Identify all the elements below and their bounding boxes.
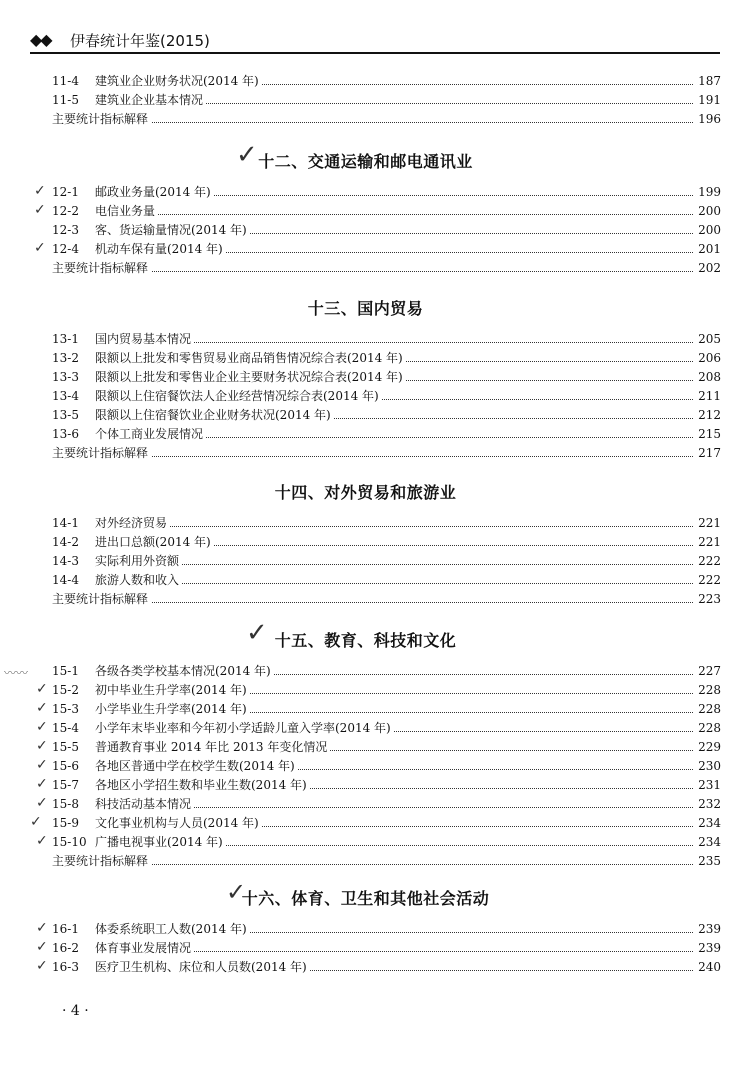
section-heading-16: 十六、体育、卫生和其他社会活动 (241, 889, 490, 908)
entry-title: 小学年末毕业率和今年初小学适龄儿童入学率(2014 年) (95, 719, 394, 738)
section-heading-13: 十三、国内贸易 (307, 299, 424, 318)
entry-number: 13-3 (52, 370, 79, 384)
toc-entry[interactable] (0, 202, 731, 221)
toc-entry-summary[interactable] (0, 110, 731, 129)
section-heading-12: 十二、交通运输和邮电通讯业 (258, 152, 473, 171)
entry-title: 限额以上住宿餐饮法人企业经营情况综合表(2014 年) (95, 387, 382, 406)
check-mark-icon: ✓ (36, 939, 48, 955)
toc-entry[interactable] (0, 814, 731, 833)
check-mark-icon: ✓ (36, 738, 48, 754)
check-mark-icon: ✓ (34, 183, 46, 199)
entry-page: 221 (693, 533, 721, 552)
check-mark-icon: ✓ (36, 776, 48, 792)
toc-entry[interactable] (0, 939, 731, 958)
entry-page: 199 (693, 183, 721, 202)
toc-entry[interactable] (0, 349, 731, 368)
toc-entry[interactable] (0, 920, 731, 939)
entry-page: 191 (693, 91, 721, 110)
entry-number: 15-4 (52, 721, 79, 735)
check-mark-icon: ✓ (30, 814, 42, 830)
entry-page: 229 (693, 738, 721, 757)
entry-page: 239 (693, 920, 721, 939)
toc-entry[interactable] (0, 240, 731, 259)
entry-number: 14-1 (52, 516, 79, 530)
entry-title: 主要统计指标解释 (52, 259, 151, 278)
entry-page: 230 (693, 757, 721, 776)
entry-number: 12-3 (52, 223, 79, 237)
entry-page: 234 (693, 814, 721, 833)
dot-leader (95, 564, 695, 565)
entry-page: 231 (693, 776, 721, 795)
entry-title: 体委系统职工人数(2014 年) (95, 920, 250, 939)
entry-page: 228 (693, 681, 721, 700)
entry-number: 13-1 (52, 332, 79, 346)
entry-number: 15-10 (52, 835, 87, 849)
entry-page: 222 (693, 552, 721, 571)
toc-entry[interactable] (0, 757, 731, 776)
toc-entry[interactable] (0, 533, 731, 552)
entry-page: 223 (693, 590, 721, 609)
entry-title: 限额以上住宿餐饮业企业财务状况(2014 年) (95, 406, 334, 425)
entry-title: 对外经济贸易 (95, 514, 170, 533)
dot-leader (95, 526, 695, 527)
check-mark-icon: ✓ (36, 757, 48, 773)
entry-title: 建筑业企业财务状况(2014 年) (95, 72, 262, 91)
toc-entry[interactable] (0, 662, 731, 681)
entry-title: 国内贸易基本情况 (95, 330, 194, 349)
entry-number: 14-4 (52, 573, 79, 587)
entry-title: 初中毕业生升学率(2014 年) (95, 681, 250, 700)
check-mark-icon: ✓ (34, 202, 46, 218)
toc-entry[interactable] (0, 406, 731, 425)
toc-entry-summary[interactable] (0, 444, 731, 463)
entry-number: 16-3 (52, 960, 79, 974)
entry-title: 电信业务量 (95, 202, 158, 221)
check-mark-icon: ✓ (36, 681, 48, 697)
entry-page: 212 (693, 406, 721, 425)
entry-page: 222 (693, 571, 721, 590)
check-mark-icon: ✓ (34, 240, 46, 256)
toc-entry[interactable] (0, 72, 731, 91)
check-mark-icon: ✓ (36, 833, 48, 849)
checkmark-icon: ✓ (236, 140, 258, 170)
entry-page: 187 (693, 72, 721, 91)
entry-page: 215 (693, 425, 721, 444)
toc-entry[interactable] (0, 330, 731, 349)
entry-number: 13-4 (52, 389, 79, 403)
entry-page: 206 (693, 349, 721, 368)
entry-title: 体育事业发展情况 (95, 939, 194, 958)
check-mark-icon: ✓ (36, 795, 48, 811)
entry-number: 14-2 (52, 535, 79, 549)
entry-number: 16-2 (52, 941, 79, 955)
entry-title: 科技活动基本情况 (95, 795, 194, 814)
entry-number: 15-2 (52, 683, 79, 697)
checkmark-icon: ✓ (246, 618, 268, 648)
dot-leader (95, 583, 695, 584)
entry-title: 进出口总额(2014 年) (95, 533, 214, 552)
entry-page: 211 (693, 387, 721, 406)
handwritten-scribble-icon: 〰〰 (4, 666, 29, 680)
entry-title: 主要统计指标解释 (52, 444, 151, 463)
entry-number: 16-1 (52, 922, 79, 936)
section-heading-14: 十四、对外贸易和旅游业 (274, 483, 457, 502)
entry-title: 主要统计指标解释 (52, 590, 151, 609)
entry-title: 旅游人数和收入 (95, 571, 182, 590)
entry-page: 228 (693, 719, 721, 738)
entry-number: 12-2 (52, 204, 79, 218)
toc-entry[interactable] (0, 571, 731, 590)
entry-title: 各地区小学招生数和毕业生数(2014 年) (95, 776, 310, 795)
toc-entry[interactable] (0, 776, 731, 795)
entry-title: 限额以上批发和零售业企业主要财务状况综合表(2014 年) (95, 368, 406, 387)
entry-title: 主要统计指标解释 (52, 852, 151, 871)
toc-entry-summary[interactable] (0, 852, 731, 871)
entry-page: 208 (693, 368, 721, 387)
entry-page: 202 (693, 259, 721, 278)
entry-number: 15-3 (52, 702, 79, 716)
toc-entry-summary[interactable] (0, 590, 731, 609)
entry-number: 15-1 (52, 664, 79, 678)
check-mark-icon: ✓ (36, 719, 48, 735)
toc-entry[interactable] (0, 738, 731, 757)
entry-title: 普通教育事业 2014 年比 2013 年变化情况 (95, 738, 330, 757)
entry-page: 232 (693, 795, 721, 814)
page-number: · 4 · (62, 1003, 89, 1019)
entry-title: 广播电视事业(2014 年) (95, 833, 226, 852)
toc-entry[interactable] (0, 91, 731, 110)
entry-title: 限额以上批发和零售贸易业商品销售情况综合表(2014 年) (95, 349, 406, 368)
entry-page: 239 (693, 939, 721, 958)
entry-page: 217 (693, 444, 721, 463)
entry-page: 201 (693, 240, 721, 259)
check-mark-icon: ✓ (36, 700, 48, 716)
toc-entry[interactable] (0, 514, 731, 533)
toc-entry[interactable] (0, 221, 731, 240)
entry-number: 12-4 (52, 242, 79, 256)
toc-entry[interactable] (0, 183, 731, 202)
entry-title: 小学毕业生升学率(2014 年) (95, 700, 250, 719)
check-mark-icon: ✓ (36, 958, 48, 974)
entry-page: 234 (693, 833, 721, 852)
entry-page: 221 (693, 514, 721, 533)
toc-entry[interactable] (0, 425, 731, 444)
entry-number: 13-2 (52, 351, 79, 365)
checkmark-icon: ✓ (226, 878, 247, 906)
entry-page: 200 (693, 202, 721, 221)
entry-title: 文化事业机构与人员(2014 年) (95, 814, 262, 833)
toc-entry[interactable] (0, 958, 731, 977)
diamond-bullet-icon: ◆◆ (30, 30, 51, 49)
toc-entry[interactable] (0, 681, 731, 700)
toc-entry[interactable] (0, 552, 731, 571)
entry-title: 主要统计指标解释 (52, 110, 151, 129)
toc-entry[interactable] (0, 368, 731, 387)
entry-number: 11-4 (52, 74, 79, 88)
entry-number: 13-5 (52, 408, 79, 422)
section-heading-15: 十五、教育、科技和文化 (274, 631, 457, 650)
header-title: 伊春统计年鉴(2015) (70, 32, 210, 50)
entry-title: 机动车保有量(2014 年) (95, 240, 226, 259)
dot-leader (95, 214, 695, 215)
entry-title: 实际利用外资额 (95, 552, 182, 571)
running-header (30, 28, 720, 54)
entry-page: 227 (693, 662, 721, 681)
toc-entry-summary[interactable] (0, 259, 731, 278)
check-mark-icon: ✓ (36, 920, 48, 936)
entry-page: 235 (693, 852, 721, 871)
entry-title: 客、货运输量情况(2014 年) (95, 221, 250, 240)
entry-title: 邮政业务量(2014 年) (95, 183, 214, 202)
entry-number: 15-6 (52, 759, 79, 773)
entry-number: 15-7 (52, 778, 79, 792)
entry-title: 医疗卫生机构、床位和人员数(2014 年) (95, 958, 310, 977)
entry-page: 196 (693, 110, 721, 129)
toc-entry[interactable] (0, 719, 731, 738)
entry-title: 建筑业企业基本情况 (95, 91, 206, 110)
entry-page: 205 (693, 330, 721, 349)
entry-number: 15-5 (52, 740, 79, 754)
entry-number: 13-6 (52, 427, 79, 441)
toc-entry[interactable] (0, 833, 731, 852)
entry-number: 12-1 (52, 185, 79, 199)
entry-number: 15-9 (52, 816, 79, 830)
toc-entry[interactable] (0, 795, 731, 814)
toc-entry[interactable] (0, 700, 731, 719)
toc-entry[interactable] (0, 387, 731, 406)
entry-title: 各级各类学校基本情况(2014 年) (95, 662, 274, 681)
entry-number: 14-3 (52, 554, 79, 568)
entry-page: 240 (693, 958, 721, 977)
entry-page: 228 (693, 700, 721, 719)
entry-title: 个体工商业发展情况 (95, 425, 206, 444)
entry-page: 200 (693, 221, 721, 240)
entry-number: 15-8 (52, 797, 79, 811)
entry-title: 各地区普通中学在校学生数(2014 年) (95, 757, 298, 776)
entry-number: 11-5 (52, 93, 79, 107)
